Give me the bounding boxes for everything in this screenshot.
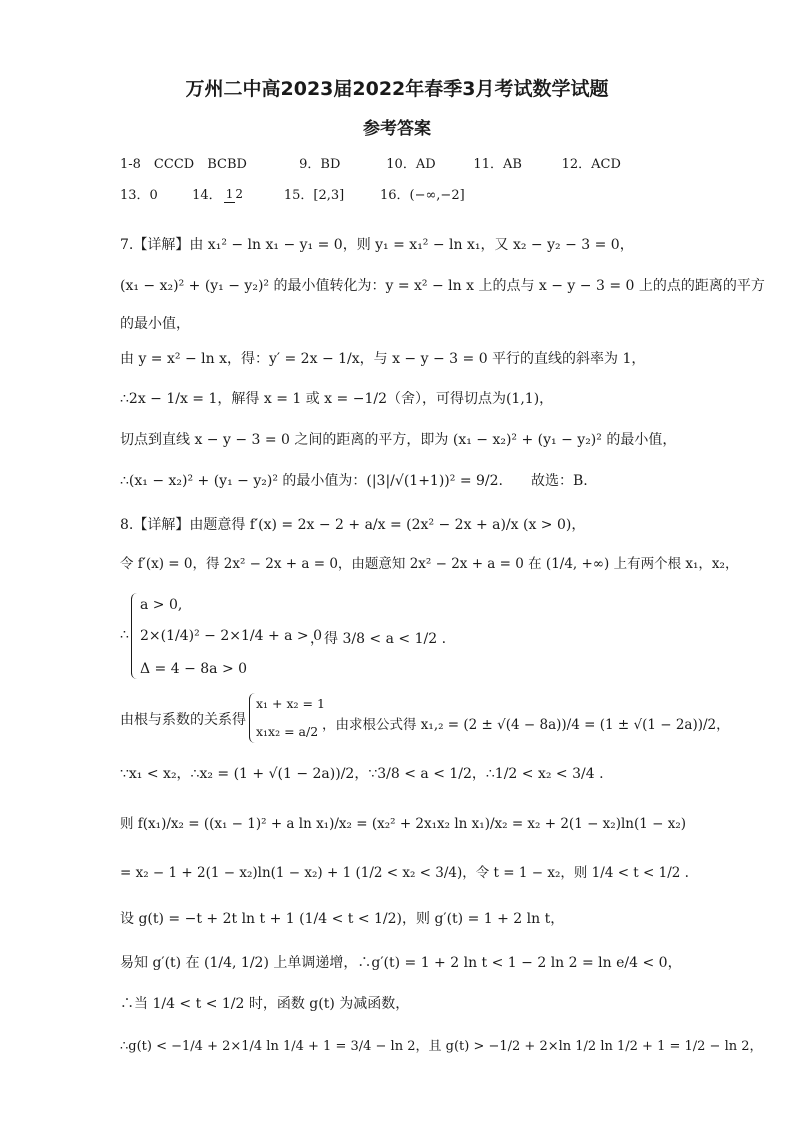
q7-line-7: ∴(x₁ − x₂)² + (y₁ − y₂)² 的最小值为：(|3|/√(1+1))² = 9/2. 故选：B. — [120, 473, 588, 489]
answer-16: 16．(−∞,−2] — [379, 187, 465, 203]
q8-line-8: 易知 g′(t) 在 (1/4, 1/2) 上单调递增，∴g′(t) = 1 + 2 ln t < 1 − 2 ln 2 = ln e/4 < 0， — [120, 955, 682, 971]
page-subtitle: 参考答案 — [363, 119, 431, 139]
answer-10: 10．AD — [386, 157, 436, 172]
system-1-eq-2: 2×(1/4)² − 2×1/4 + a > 0 — [140, 628, 323, 644]
q8-line-4: ∵x₁ < x₂，∴x₂ = (1 + √(1 − 2a))/2，∵3/8 < a < 1/2，∴1/2 < x₂ < 3/4 . — [120, 766, 604, 782]
answer-12: 12．ACD — [561, 157, 621, 172]
page-title: 万州二中高2023届2022年春季3月考试数学试题 — [185, 78, 609, 100]
answer-9: 9．BD — [299, 157, 341, 172]
q8-line-1: 8.【详解】由题意得 f′(x) = 2x − 2 + a/x = (2x² − 2x + a)/x (x > 0)， — [120, 517, 586, 533]
therefore-symbol: ∴ — [120, 627, 129, 643]
answer-14-fraction: 1 2 — [225, 187, 243, 201]
q7-line-2: (x₁ − x₂)² + (y₁ − y₂)² 的最小值转化为：y = x² − ln x 上的点与 x − y − 3 = 0 上的点的距离的平方 — [120, 278, 765, 294]
q8-line-5: 则 f(x₁)/x₂ = ((x₁ − 1)² + a ln x₁)/x₂ = (x₂² + 2x₁x₂ ln x₁)/x₂ = x₂ + 2(1 − x₂)ln(1 − x₂) — [120, 816, 687, 832]
q8-line-9: ∴当 1/4 < t < 1/2 时，函数 g(t) 为减函数， — [120, 996, 410, 1012]
q7-line-5: ∴2x − 1/x = 1，解得 x = 1 或 x = −1/2（舍），可得切点为(1,1)， — [120, 391, 554, 407]
answer-1-8: 1-8 CCCD BCBD — [120, 157, 247, 172]
system-1-eq-3: Δ = 4 − 8a > 0 — [140, 661, 248, 677]
system-brace-2 — [249, 693, 256, 743]
q7-line-6: 切点到直线 x − y − 3 = 0 之间的距离的平方，即为 (x₁ − x₂)² + (y₁ − y₂)² 的最小值， — [120, 432, 677, 448]
q7-line-4: 由 y = x² − ln x，得：y′ = 2x − 1/x，与 x − y − 3 = 0 平行的直线的斜率为 1， — [120, 351, 646, 367]
q8-line-7: 设 g(t) = −t + 2t ln t + 1 (1/4 < t < 1/2)，则 g′(t) = 1 + 2 ln t， — [120, 911, 565, 927]
answer-row-1 — [120, 158, 621, 171]
system-1-eq-1: a > 0, — [140, 597, 183, 613]
q8-line-6: = x₂ − 1 + 2(1 − x₂)ln(1 − x₂) + 1 (1/2 < x₂ < 3/4)，令 t = 1 − x₂，则 1/4 < t < 1/2 . — [120, 865, 689, 881]
answer-row-2 — [120, 188, 465, 203]
system-2-eq-1: x₁ + x₂ = 1 — [256, 696, 325, 711]
q7-line-3: 的最小值， — [120, 316, 190, 332]
answer-13: 13．0 — [120, 187, 158, 203]
system-1-result: ，得 3/8 < a < 1/2 . — [310, 631, 447, 647]
answer-14: 14． — [192, 187, 222, 203]
q8-line-3-suffix: ，由求根公式得 x₁,₂ = (2 ± √(4 − 8a))/4 = (1 ± √(1 − 2a))/2， — [322, 717, 730, 733]
system-brace-1 — [131, 593, 138, 679]
answer-15: 15．[2,3] — [283, 187, 345, 203]
q8-line-3-prefix: 由根与系数的关系得 — [120, 712, 246, 728]
answer-11: 11．AB — [473, 157, 522, 172]
q7-line-1: 7.【详解】由 x₁² − ln x₁ − y₁ = 0，则 y₁ = x₁² − ln x₁，又 x₂ − y₂ − 3 = 0， — [120, 237, 634, 253]
q8-line-2: 令 f′(x) = 0，得 2x² − 2x + a = 0，由题意知 2x² − 2x + a = 0 在 (1/4, +∞) 上有两个根 x₁，x₂， — [120, 556, 739, 572]
q8-line-10: ∴g(t) < −1/4 + 2×1/4 ln 1/4 + 1 = 3/4 − ln 2，且 g(t) > −1/2 + 2×ln 1/2 ln 1/2 + 1 = 1/2 − ln 2， — [120, 1039, 763, 1054]
system-2-eq-2: x₁x₂ = a/2 — [256, 724, 319, 739]
